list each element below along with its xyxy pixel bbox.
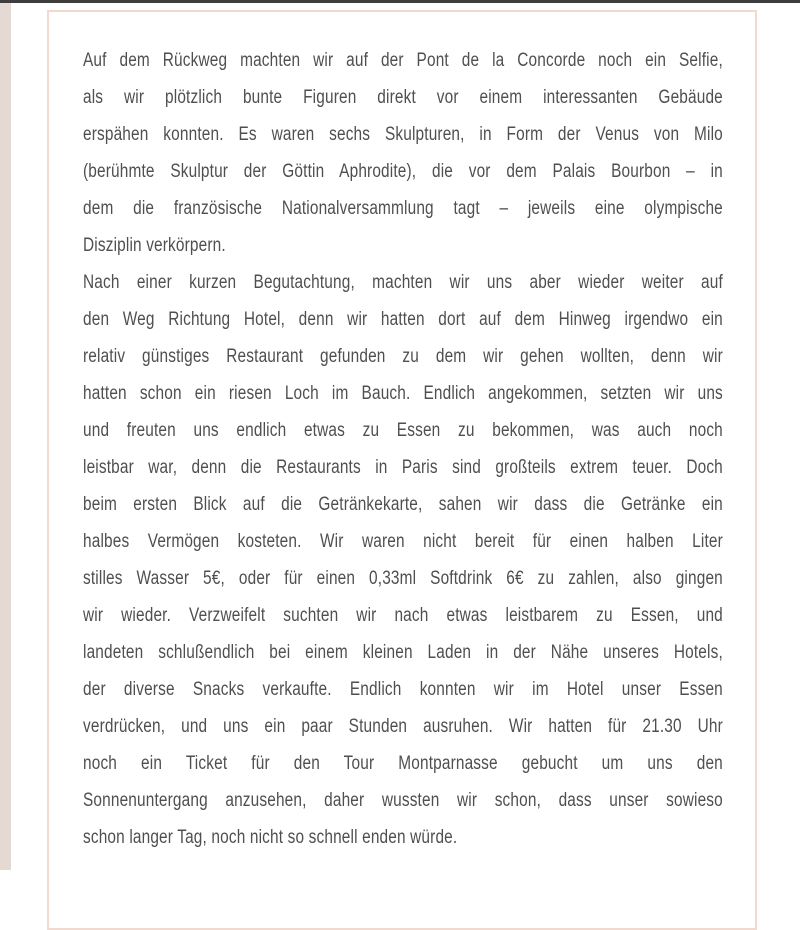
text-line: noch ein Ticket für den Tour Montparnasse gebucht um uns den <box>83 753 723 774</box>
page-left-margin-band <box>0 0 11 870</box>
text-line: dem die französische Nationalversammlung tagt – jeweils eine olympische <box>83 198 723 219</box>
text-line: Sonnenuntergang anzusehen, daher wussten wir schon, dass unser sowieso <box>83 790 723 811</box>
text-line: beim ersten Blick auf die Getränkekarte, sahen wir dass die Getränke ein <box>83 494 723 515</box>
text-line: leistbar war, denn die Restaurants in Paris sind großteils extrem teuer. Doch <box>83 457 723 478</box>
text-line: Nach einer kurzen Begutachtung, machten wir uns aber wieder weiter auf <box>83 272 723 293</box>
text-line: den Weg Richtung Hotel, denn wir hatten dort auf dem Hinweg irgendwo ein <box>83 309 723 330</box>
text-line: hatten schon ein riesen Loch im Bauch. Endlich angekommen, setzten wir uns <box>83 383 723 404</box>
text-line: landeten schlußendlich bei einem kleinen Laden in der Nähe unseres Hotels, <box>83 642 723 663</box>
text-line: der diverse Snacks verkaufte. Endlich konnten wir im Hotel unser Essen <box>83 679 723 700</box>
text-line: erspähen konnten. Es waren sechs Skulpturen, in Form der Venus von Milo <box>83 124 723 145</box>
text-line: stilles Wasser 5€, oder für einen 0,33ml Softdrink 6€ zu zahlen, also gingen <box>83 568 723 589</box>
text-line: verdrücken, und uns ein paar Stunden ausruhen. Wir hatten für 21.30 Uhr <box>83 716 723 737</box>
text-line: und freuten uns endlich etwas zu Essen zu bekommen, was auch noch <box>83 420 723 441</box>
text-line: als wir plötzlich bunte Figuren direkt vor einem interessanten Gebäude <box>83 87 723 108</box>
text-line: relativ günstiges Restaurant gefunden zu dem wir gehen wollten, denn wir <box>83 346 723 367</box>
text-line: (berühmte Skulptur der Göttin Aphrodite), die vor dem Palais Bourbon – in <box>83 161 723 182</box>
text-line: wir wieder. Verzweifelt suchten wir nach etwas leistbarem zu Essen, und <box>83 605 723 626</box>
window-top-edge <box>0 0 800 3</box>
journal-body-text <box>83 42 723 856</box>
text-line: Auf dem Rückweg machten wir auf der Pont de la Concorde noch ein Selfie, <box>83 50 723 71</box>
text-line: schon langer Tag, noch nicht so schnell enden würde. <box>83 827 458 848</box>
text-line: halbes Vermögen kosteten. Wir waren nicht bereit für einen halben Liter <box>83 531 723 552</box>
text-line: Disziplin verkörpern. <box>83 235 226 256</box>
